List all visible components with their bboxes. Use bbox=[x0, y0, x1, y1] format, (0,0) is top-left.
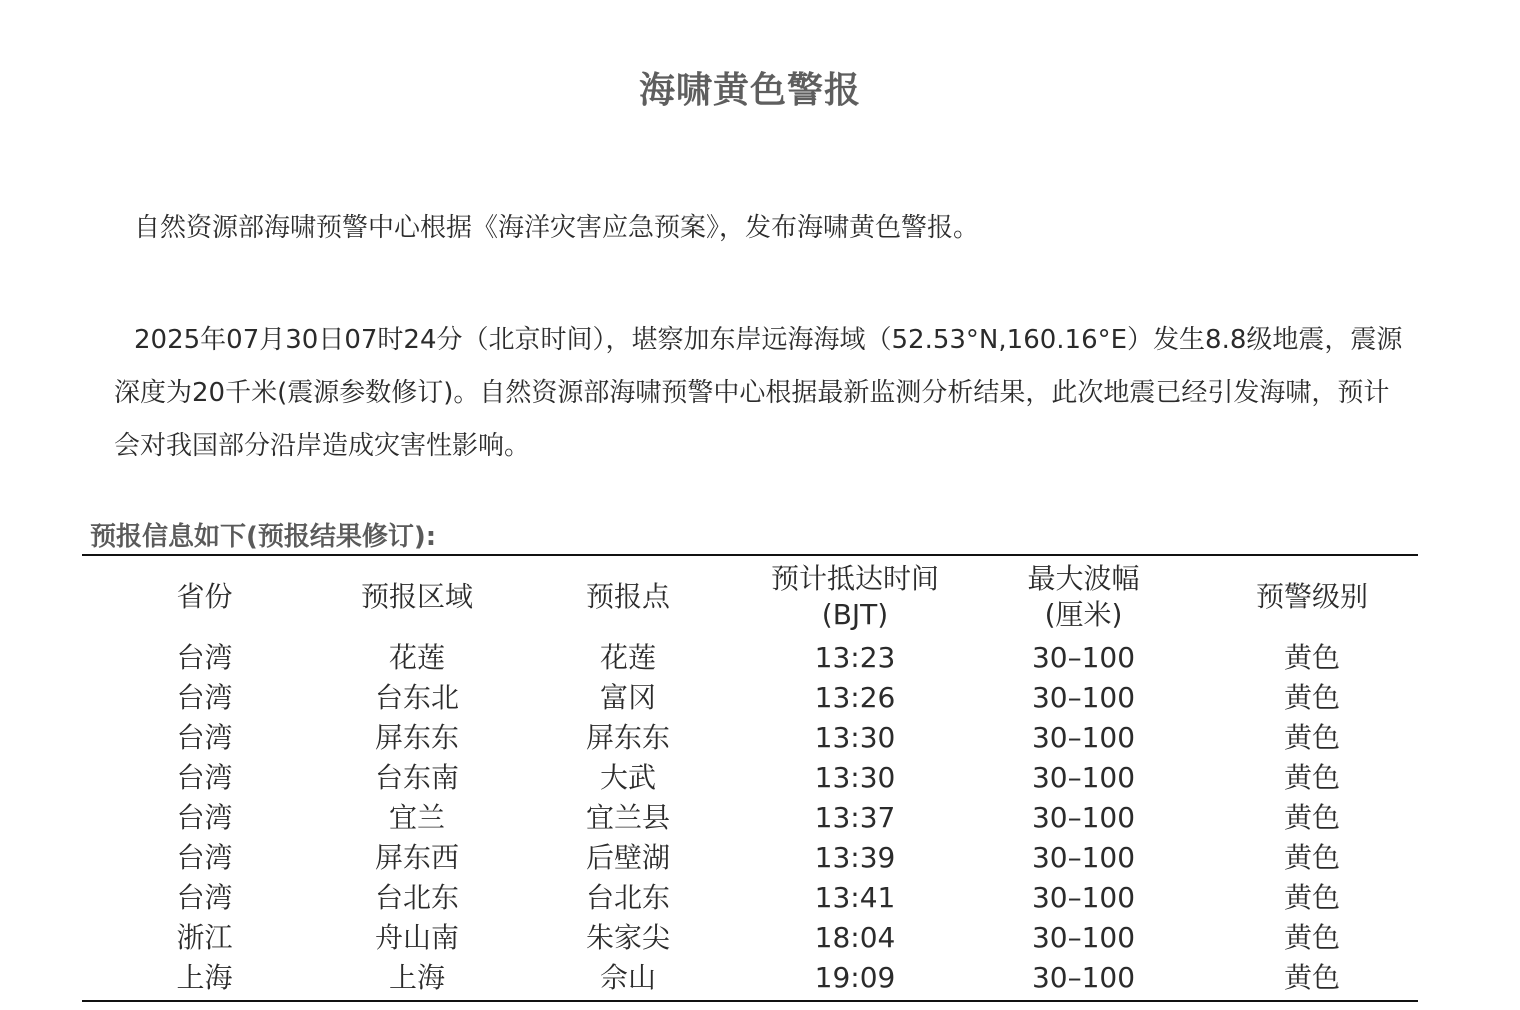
header-arrival-line1: 预计抵达时间 bbox=[770, 562, 939, 595]
cell-region: 花莲 bbox=[388, 641, 445, 674]
cell-amplitude: 30–100 bbox=[1031, 641, 1136, 674]
cell-level: 黄色 bbox=[1283, 681, 1340, 714]
table-body bbox=[82, 638, 1418, 998]
cell-point: 佘山 bbox=[599, 961, 656, 994]
cell-level: 黄色 bbox=[1283, 961, 1340, 994]
header-region: 预报区域 bbox=[360, 580, 473, 613]
cell-point: 大武 bbox=[599, 761, 656, 794]
cell-point: 花莲 bbox=[599, 641, 656, 674]
event-paragraph: 2025年07月30日07时24分（北京时间），堪察加东岸远海海域（52.53°N,160.16°E）发生8.8级地震，震源深度为20千米(震源参数修订)。自然资源部海啸预警中心根据最新监测分析结果，此次地震已经引发海啸，预计会对我国部分沿岸造成灾害性影响。 bbox=[114, 325, 1403, 461]
cell-region: 台北东 bbox=[374, 881, 459, 914]
cell-province: 台湾 bbox=[176, 801, 233, 834]
cell-amplitude: 30–100 bbox=[1031, 801, 1136, 834]
intro-paragraph: 自然资源部海啸预警中心根据《海洋灾害应急预案》，发布海啸黄色警报。 bbox=[134, 213, 980, 243]
page-title: 海啸黄色警报 bbox=[638, 70, 861, 111]
cell-point: 宜兰县 bbox=[585, 801, 670, 834]
header-amplitude-line1: 最大波幅 bbox=[1027, 562, 1140, 595]
cell-province: 上海 bbox=[176, 961, 233, 994]
forecast-table-wrapper bbox=[82, 554, 1418, 1002]
table-row bbox=[82, 758, 1418, 798]
header-amplitude-line2: (厘米) bbox=[1044, 598, 1123, 631]
cell-province: 台湾 bbox=[176, 881, 233, 914]
cell-arrival: 13:41 bbox=[814, 881, 896, 914]
cell-amplitude: 30–100 bbox=[1031, 881, 1136, 914]
cell-point: 朱家尖 bbox=[585, 921, 670, 954]
table-row bbox=[82, 838, 1418, 878]
cell-province: 台湾 bbox=[176, 681, 233, 714]
header-arrival bbox=[749, 556, 961, 638]
table-header-row bbox=[82, 556, 1418, 638]
cell-arrival: 19:09 bbox=[814, 961, 896, 994]
forecast-heading: 预报信息如下(预报结果修订): bbox=[90, 522, 437, 552]
cell-province: 台湾 bbox=[176, 641, 233, 674]
table-row bbox=[82, 918, 1418, 958]
header-amplitude bbox=[961, 556, 1206, 638]
cell-point: 台北东 bbox=[585, 881, 670, 914]
table-row bbox=[82, 678, 1418, 718]
cell-arrival: 13:39 bbox=[814, 841, 896, 874]
cell-level: 黄色 bbox=[1283, 801, 1340, 834]
cell-region: 屏东西 bbox=[374, 841, 459, 874]
cell-level: 黄色 bbox=[1283, 761, 1340, 794]
cell-arrival: 13:30 bbox=[814, 721, 896, 754]
cell-region: 屏东东 bbox=[374, 721, 459, 754]
cell-arrival: 13:23 bbox=[814, 641, 896, 674]
cell-amplitude: 30–100 bbox=[1031, 761, 1136, 794]
cell-level: 黄色 bbox=[1283, 641, 1340, 674]
cell-point: 后壁湖 bbox=[585, 841, 670, 874]
table-row bbox=[82, 638, 1418, 678]
cell-region: 舟山南 bbox=[374, 921, 459, 954]
cell-point: 屏东东 bbox=[585, 721, 670, 754]
cell-province: 台湾 bbox=[176, 841, 233, 874]
cell-level: 黄色 bbox=[1283, 881, 1340, 914]
table-row bbox=[82, 878, 1418, 918]
cell-point: 富冈 bbox=[599, 681, 656, 714]
cell-arrival: 13:37 bbox=[814, 801, 896, 834]
cell-amplitude: 30–100 bbox=[1031, 841, 1136, 874]
cell-level: 黄色 bbox=[1283, 841, 1340, 874]
cell-province: 台湾 bbox=[176, 761, 233, 794]
cell-province: 台湾 bbox=[176, 721, 233, 754]
cell-level: 黄色 bbox=[1283, 921, 1340, 954]
cell-province: 浙江 bbox=[176, 921, 233, 954]
cell-amplitude: 30–100 bbox=[1031, 921, 1136, 954]
cell-region: 台东南 bbox=[374, 761, 459, 794]
cell-level: 黄色 bbox=[1283, 721, 1340, 754]
cell-amplitude: 30–100 bbox=[1031, 721, 1136, 754]
table-row bbox=[82, 798, 1418, 838]
cell-region: 台东北 bbox=[374, 681, 459, 714]
table-row bbox=[82, 718, 1418, 758]
cell-amplitude: 30–100 bbox=[1031, 681, 1136, 714]
header-point: 预报点 bbox=[585, 580, 670, 613]
cell-arrival: 13:26 bbox=[814, 681, 896, 714]
cell-arrival: 13:30 bbox=[814, 761, 896, 794]
cell-region: 上海 bbox=[388, 961, 445, 994]
cell-region: 宜兰 bbox=[388, 801, 445, 834]
table-header bbox=[82, 556, 1418, 638]
table-row bbox=[82, 958, 1418, 998]
forecast-table bbox=[82, 556, 1418, 998]
header-arrival-line2: (BJT) bbox=[821, 598, 889, 631]
cell-amplitude: 30–100 bbox=[1031, 961, 1136, 994]
header-province: 省份 bbox=[176, 580, 233, 613]
header-level: 预警级别 bbox=[1255, 580, 1368, 613]
cell-arrival: 18:04 bbox=[814, 921, 896, 954]
